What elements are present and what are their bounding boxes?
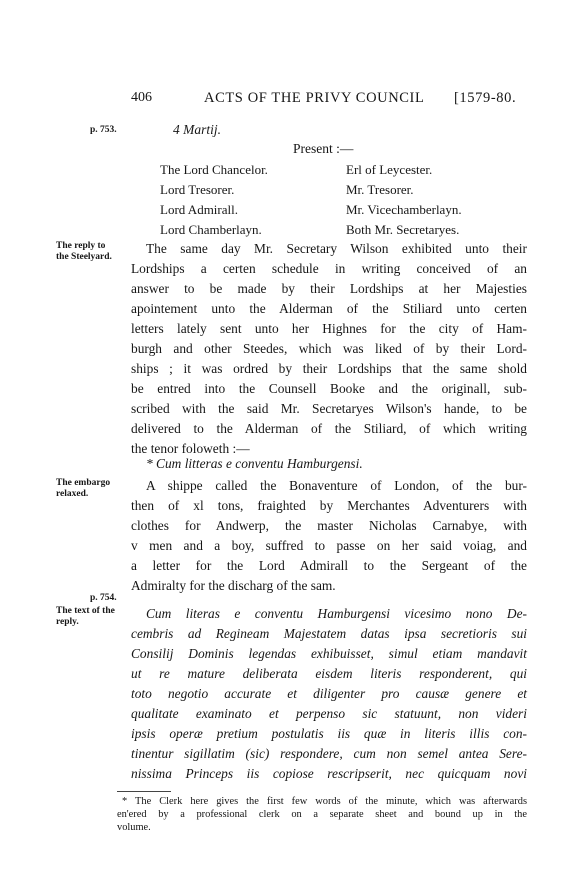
paragraph1-line: the tenor foloweth :— [131, 441, 250, 456]
attendee-right-4: Both Mr. Secretaryes. [346, 222, 460, 237]
attendee-left-4: Lord Chamberlayn. [160, 222, 262, 237]
paragraph1-line: Lordships a certen schedule in writing conceived of an [131, 261, 527, 276]
paragraph1-line: burgh and other Steedes, which was liked of by their Lord- [131, 341, 527, 356]
margin-note-reply-line1: The reply to [56, 241, 106, 251]
footnote-line: en'ered by a professional clerk on a separate sheet and bound up in the [117, 809, 527, 820]
latin-line: tinentur sigillatim (sic) respondere, cum non semel antea Sere- [131, 746, 527, 761]
paragraph1-line: The same day Mr. Secretary Wilson exhibited unto their [146, 241, 527, 256]
page-number: 406 [131, 90, 152, 105]
running-title: ACTS OF THE PRIVY COUNCIL [204, 90, 425, 106]
year-range: [1579-80. [454, 90, 517, 106]
paragraph2-line: v men and a boy, suffred to passe on her said voiag, and [131, 538, 527, 553]
margin-note-embargo-line1: The embargo [56, 478, 111, 488]
paragraph2-line: clothes for Andwerp, the master Nicholas Carnabye, with [131, 518, 527, 533]
latin-line: nissima Princeps iis copiose rescripserit, nec quicquam novi [131, 766, 527, 781]
latin-line: ipsis operæ pretium postulatis iis quæ in literis illis con- [131, 726, 527, 741]
paragraph1-line: scribed with the said Mr. Secretaryes Wilson's hande, to be [131, 401, 527, 416]
attendee-left-1: The Lord Chancelor. [160, 162, 268, 177]
margin-note-text-line2: reply. [56, 617, 79, 627]
paragraph1-line: letters lately sent unto her Highnes for the city of Ham- [131, 321, 527, 336]
footnote-line: * The Clerk here gives the first few words of the minute, which was afterwards [122, 796, 527, 807]
date-line: 4 Martij. [173, 122, 222, 137]
paragraph2-line: then of xl tons, fraighted by Merchantes Adventurers with [131, 498, 527, 513]
margin-page-753: p. 753. [90, 125, 117, 135]
latin-line: Cum literas e conventu Hamburgensi vicesimo nono De- [146, 606, 527, 621]
attendee-left-2: Lord Tresorer. [160, 182, 235, 197]
margin-note-embargo-line2: relaxed. [56, 489, 89, 499]
paragraph1-line: answer to be made by their Lordships at her Majesties [131, 281, 527, 296]
margin-note-reply-line2: the Steelyard. [56, 252, 112, 262]
attendee-right-1: Erl of Leycester. [346, 162, 433, 177]
paragraph1-line: ships ; it was ordred by their Lordships that the same shold [131, 361, 527, 376]
paragraph2-line: a letter for the Lord Admirall to the Sergeant of the [131, 558, 527, 573]
latin-line: ut re mature deliberata eisdem literis responderent, qui [131, 666, 527, 681]
paragraph2-line: Admiralty for the discharg of the sam. [131, 578, 336, 593]
paragraph2-line: A shippe called the Bonaventure of London, of the bur- [146, 478, 527, 493]
attendee-right-3: Mr. Vicechamberlayn. [346, 202, 462, 217]
paragraph1-line: apointement unto the Alderman of the Stiliard unto certen [131, 301, 527, 316]
paragraph1-line: delivered to the Alderman of the Stiliard, of which writing [131, 421, 527, 436]
attendee-right-2: Mr. Tresorer. [346, 182, 414, 197]
latin-heading: * Cum litteras e conventu Hamburgensi. [146, 456, 363, 471]
footnote-line: volume. [117, 822, 151, 833]
latin-line: qualitate examinato et perpenso sic statuunt, non videri [131, 706, 527, 721]
margin-page-754: p. 754. [90, 593, 117, 603]
paragraph1-line: be entred into the Counsell Booke and the originall, sub- [131, 381, 527, 396]
present-heading: Present :— [293, 141, 354, 156]
footnote-rule [117, 791, 171, 792]
latin-line: cembris ad Regineam Majestatem datas ipsa secretioris sui [131, 626, 527, 641]
margin-note-text-line1: The text of the [56, 606, 115, 616]
latin-line: Consilij Dominis legendas exhibuisset, simul etiam mandavit [131, 646, 527, 661]
latin-line: toto negotio accurate et diligenter pro causæ genere et [131, 686, 527, 701]
attendee-left-3: Lord Admirall. [160, 202, 238, 217]
